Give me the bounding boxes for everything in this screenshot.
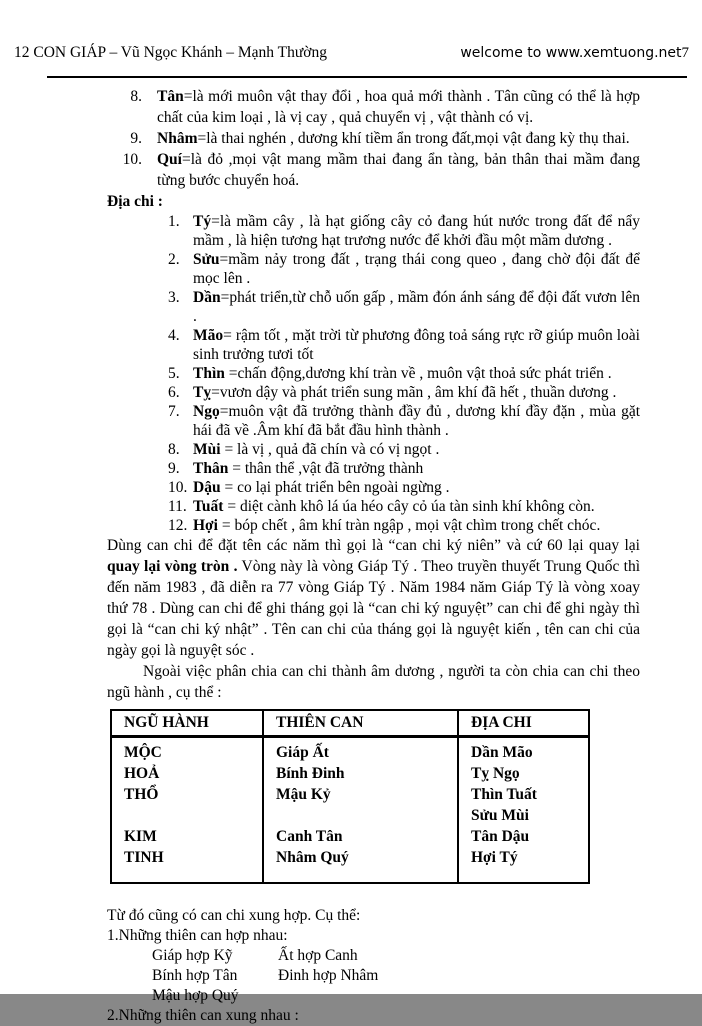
hop-pair-right: Đinh hợp Nhâm bbox=[278, 967, 379, 984]
list-item bbox=[168, 383, 640, 402]
list-number: 6. bbox=[168, 384, 180, 401]
term: Tý bbox=[193, 213, 212, 230]
list-item bbox=[168, 440, 640, 459]
cell-line: Dần Mão bbox=[471, 744, 533, 761]
definition: =là đỏ ,mọi vật mang mầm thai đang ẩn tàng, bản thân thai mầm đang từng bước chuyển hoá. bbox=[157, 151, 640, 189]
paragraph-can-chi-ky-nien bbox=[107, 535, 640, 661]
definition: =muôn vật đã trưởng thành đầy đủ , dương khí đầy đặn , mùa gặt hái đã về .Âm khí đã bắt đầu hình thành . bbox=[193, 403, 640, 439]
list-text bbox=[157, 86, 640, 128]
definition: =phát triển,từ chỗ uốn gấp , mầm đón ánh sáng để đội đất vươn lên . bbox=[193, 289, 640, 325]
term: Dần bbox=[193, 289, 221, 306]
definition: = là vị , quả đã chín và có vị ngọt . bbox=[220, 441, 440, 458]
definition: =là mới muôn vật thay đổi , hoa quả mới thành . Tân cũng có thể là hợp chất của kim loại , là vị cay , quả chuyển vị , vật thành có vị. bbox=[157, 88, 640, 126]
bold-phrase: quay lại vòng tròn . bbox=[107, 558, 238, 575]
cell-line: Tỵ Ngọ bbox=[471, 765, 520, 782]
list-text bbox=[193, 402, 640, 440]
hop-pair-row bbox=[152, 986, 702, 1006]
page-header bbox=[14, 44, 689, 62]
list-text bbox=[193, 478, 640, 497]
term: Tân bbox=[157, 88, 184, 105]
list-number: 2. bbox=[168, 251, 180, 268]
list-item bbox=[168, 212, 640, 250]
definition: =là mầm cây , là hạt giống cây cỏ đang hút nước trong đất để nẩy mầm , là hiện tương hạt trương nước để khởi đầu một mầm dương . bbox=[193, 213, 640, 249]
term: Tuất bbox=[193, 498, 224, 515]
hop-pair-left: Giáp hợp Kỹ bbox=[152, 947, 233, 964]
table-body-row bbox=[111, 737, 589, 884]
hop-pair-row bbox=[152, 946, 702, 966]
hop-pair-right: Ất hợp Canh bbox=[278, 947, 358, 964]
term: Dậu bbox=[193, 479, 221, 496]
page-content bbox=[0, 86, 702, 1026]
section-1-heading: 1.Những thiên can hợp nhau: bbox=[107, 927, 288, 944]
list-item bbox=[168, 326, 640, 364]
cell-ngu-hanh bbox=[111, 737, 263, 884]
list-number: 12. bbox=[168, 517, 188, 534]
book-title: 12 CON GIÁP – Vũ Ngọc Khánh – Mạnh Thường bbox=[14, 44, 327, 61]
definition: =mầm nảy trong đất , trạng thái cong queo , đang chờ đội đất để mọc lên . bbox=[193, 251, 640, 287]
list-text bbox=[157, 149, 640, 191]
list-number: 7. bbox=[168, 403, 180, 420]
term: Thìn bbox=[193, 365, 225, 382]
list-text bbox=[193, 516, 640, 535]
list-number: 9. bbox=[130, 130, 142, 147]
cell-line: Thìn Tuất bbox=[471, 786, 537, 803]
column-header-dia-chi: ĐỊA CHI bbox=[458, 710, 589, 737]
section-2-heading: 2.Những thiên can xung nhau : bbox=[107, 1007, 299, 1024]
list-number: 4. bbox=[168, 327, 180, 344]
list-item bbox=[168, 250, 640, 288]
term: Mão bbox=[193, 327, 224, 344]
list-text bbox=[193, 383, 640, 402]
definition: = thân thể ,vật đã trưởng thành bbox=[228, 460, 424, 477]
xung-hop-intro: Từ đó cũng có can chi xung hợp. Cụ thể: bbox=[107, 907, 361, 924]
paragraph-text: Vòng này là vòng Giáp Tý . Theo truyền thuyết Trung Quốc thì đến năm 1983 , đã diễn ra 77 vòng Giáp Tý . Năm 1984 năm Giáp Tý là vòng xoay thứ 78 . Dùng can chi để ghi tháng gọi là “can chi ký nguyệt” can chi để ghi ngày thì gọi là “can chi ký nhật” . Tên can chi của tháng gọi là nguyệt kiến , tên can chi của ngày gọi là nguyệt sóc . bbox=[107, 558, 640, 659]
list-number: 10. bbox=[122, 151, 142, 168]
list-text bbox=[193, 364, 640, 383]
list-number: 3. bbox=[168, 289, 180, 306]
hop-pair-left: Mậu hợp Quý bbox=[152, 987, 239, 1004]
header-right bbox=[460, 44, 689, 62]
list-item bbox=[168, 478, 640, 497]
list-text bbox=[193, 497, 640, 516]
list-number: 10. bbox=[168, 479, 188, 496]
table-header-row bbox=[111, 710, 589, 737]
list-text bbox=[193, 212, 640, 250]
definition: = co lại phát triển bên ngoài ngừng . bbox=[220, 479, 450, 496]
definition: = rậm tốt , mặt trời từ phương đông toả sáng rực rỡ giúp muôn loài sinh trưởng tươi tốt bbox=[193, 327, 640, 363]
list-item bbox=[118, 149, 640, 191]
definition: =vươn dậy và phát triển sung mãn , âm khí đã hết , thuần dương . bbox=[211, 384, 617, 401]
hop-pair-row bbox=[152, 966, 702, 986]
header-divider bbox=[47, 76, 687, 78]
definition: =chấn động,dương khí tràn về , muôn vật thoả sức phát triển . bbox=[224, 365, 612, 382]
cell-line bbox=[276, 805, 457, 826]
definition: = diệt cành khô lá úa héo cây cỏ úa tàn sinh khí không còn. bbox=[223, 498, 595, 515]
list-text bbox=[157, 128, 640, 149]
list-number: 1. bbox=[168, 213, 180, 230]
cell-line bbox=[124, 805, 262, 826]
list-item bbox=[118, 86, 640, 128]
list-text bbox=[193, 440, 640, 459]
dia-chi-heading: Địa chi : bbox=[107, 193, 163, 210]
list-text bbox=[193, 326, 640, 364]
cell-line: Tân Dậu bbox=[471, 828, 530, 845]
cell-line: THỔ bbox=[124, 786, 159, 803]
paragraph-text: Dùng can chi để đặt tên các năm thì gọi là “can chi ký niên” và cứ 60 lại quay lại bbox=[107, 537, 640, 554]
list-number: 11. bbox=[168, 498, 187, 515]
cell-line: Mậu Kỷ bbox=[276, 786, 331, 803]
cell-line: Bính Đinh bbox=[276, 765, 345, 782]
cell-line: Nhâm Quý bbox=[276, 849, 349, 866]
list-text bbox=[193, 459, 640, 478]
term: Sửu bbox=[193, 251, 220, 268]
definition: =là thai nghén , dương khí tiềm ẩn trong đất,mọi vật đang kỳ thụ thai. bbox=[197, 130, 630, 147]
term: Nhâm bbox=[157, 130, 198, 147]
cell-line: HOẢ bbox=[124, 765, 160, 782]
ngu-hanh-table bbox=[110, 709, 590, 884]
term: Hợi bbox=[193, 517, 218, 534]
list-number: 9. bbox=[168, 460, 180, 477]
list-item bbox=[168, 459, 640, 478]
column-header-thien-can: THIÊN CAN bbox=[263, 710, 458, 737]
cell-line: MỘC bbox=[124, 744, 162, 761]
list-item bbox=[168, 364, 640, 383]
cell-line: Canh Tân bbox=[276, 828, 343, 845]
list-item bbox=[168, 497, 640, 516]
cell-line: Hợi Tý bbox=[471, 849, 518, 866]
list-item bbox=[168, 288, 640, 326]
list-number: 8. bbox=[168, 441, 180, 458]
paragraph-ngu-hanh: Ngoài việc phân chia can chi thành âm dương , người ta còn chia can chi theo ngũ hành , cụ thể : bbox=[107, 663, 640, 701]
term: Thân bbox=[193, 460, 229, 477]
list-text bbox=[193, 250, 640, 288]
website-text: welcome to www.xemtuong.net bbox=[460, 45, 682, 61]
column-header-ngu-hanh: NGŨ HÀNH bbox=[111, 710, 263, 737]
term: Mùi bbox=[193, 441, 221, 458]
cell-line: TINH bbox=[124, 849, 164, 866]
cell-line: Giáp Ất bbox=[276, 744, 329, 761]
cell-dia-chi bbox=[458, 737, 589, 884]
list-text bbox=[193, 288, 640, 326]
list-number: 8. bbox=[130, 88, 142, 105]
list-item bbox=[118, 128, 640, 149]
hop-pair-left: Bính hợp Tân bbox=[152, 967, 238, 984]
definition: = bóp chết , âm khí tràn ngập , mọi vật chìm trong chết chóc. bbox=[217, 517, 601, 534]
list-item bbox=[168, 516, 640, 535]
cell-line: Sửu Mùi bbox=[471, 807, 529, 824]
cell-thien-can bbox=[263, 737, 458, 884]
term: Tỵ bbox=[193, 384, 212, 401]
list-number: 5. bbox=[168, 365, 180, 382]
cell-line: KIM bbox=[124, 828, 157, 845]
list-item bbox=[168, 402, 640, 440]
term: Quí bbox=[157, 151, 182, 168]
term: Ngọ bbox=[193, 403, 220, 420]
page-number: 7 bbox=[681, 45, 689, 61]
